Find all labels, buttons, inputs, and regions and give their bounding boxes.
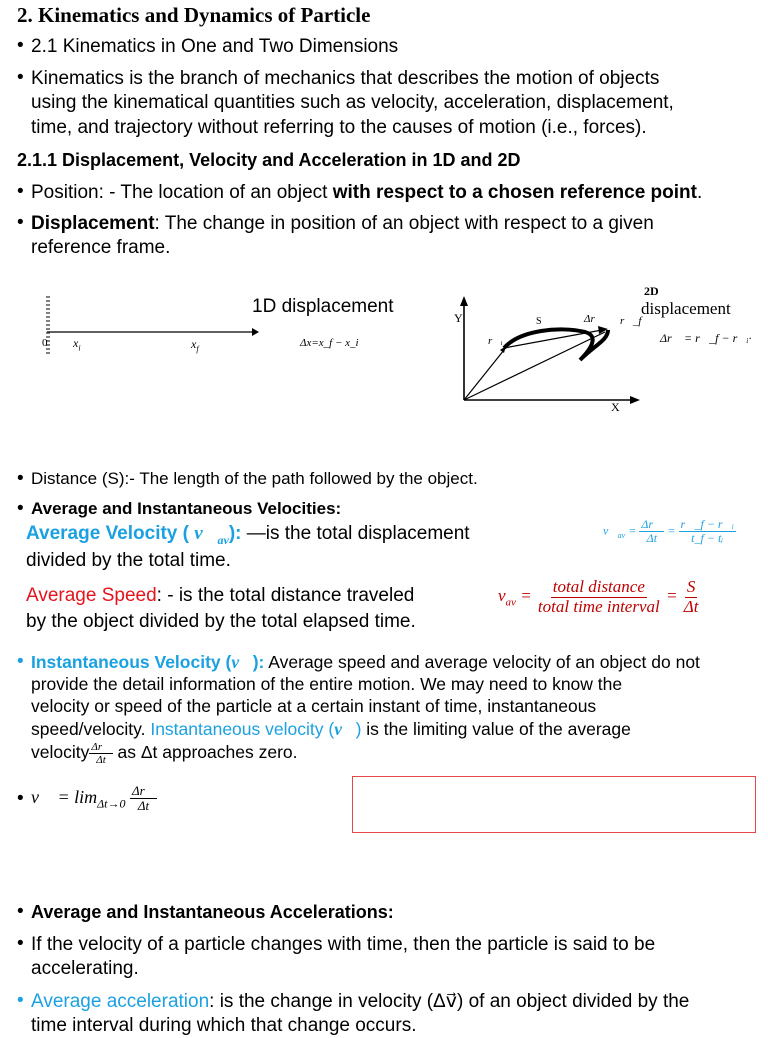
- fig1d-origin: 0: [42, 337, 48, 349]
- bullet: •: [17, 67, 24, 88]
- inst-velocity-line5-rest: as Δt approaches zero.: [112, 742, 298, 762]
- avg-velocity-frac1: [639, 518, 664, 545]
- avg-speed-term: Average Speed: [26, 585, 157, 606]
- fig2d-ri-label: r⃗ᵢ: [488, 335, 503, 347]
- avg-acceleration-rest: : is the change in velocity (Δv⃗) of an object divided by the: [209, 991, 690, 1012]
- section-title: 2.1.1 Displacement, Velocity and Acceleration in 1D and 2D: [17, 150, 521, 170]
- fig1d-xi: [73, 336, 81, 352]
- bullet: •: [17, 35, 24, 56]
- inst-velocity-term-text: Instantaneous Velocity (: [31, 652, 232, 672]
- fig2d-formula: Δr⃗ = r⃗_f − r⃗ᵢ·: [660, 331, 752, 345]
- frac-denominator: total time interval: [537, 596, 660, 616]
- bullet: •: [17, 990, 24, 1011]
- avg-velocity-rest: —is the total displacement: [241, 523, 470, 544]
- bullet: •: [17, 212, 24, 233]
- avg-speed-rest: : - is the total distance traveled: [156, 585, 415, 606]
- bullet: •: [17, 933, 24, 954]
- fig2d-rf-label: r⃗_f: [620, 315, 642, 327]
- frac-numerator: r⃗_f − r⃗ᵢ: [680, 517, 734, 531]
- avg-velocity-formula: $v⃗_{av}$ = $\frac{\Delta r⃗}{\Delta t}$ = $\frac{\text{r⃗\_f − r⃗ᵢ}}{\text{t\_f − tᵢ}}$: [603, 517, 734, 546]
- frac-denominator: t_f − tᵢ: [691, 531, 724, 546]
- fig1d-xi-symbol: x: [73, 336, 79, 350]
- inst-velocity-line3: velocity or speed of the particle at a certain instant of time, instantaneous: [31, 696, 597, 716]
- avg-speed-frac2: [682, 578, 701, 616]
- frac-denominator: Δt: [96, 753, 106, 766]
- avg-velocity-formula-lhs: v⃗: [603, 523, 618, 538]
- bullet: •: [17, 901, 24, 922]
- frac-numerator: Δr⃗: [91, 740, 111, 753]
- fig2d-s-label: S: [536, 316, 542, 327]
- avg-velocity-term-text: Average Velocity (: [26, 523, 195, 544]
- avg-speed-lhs: v: [498, 586, 506, 606]
- avg-velocity-term-end: ):: [228, 523, 242, 544]
- frac-numerator: S: [686, 577, 696, 596]
- fig1d-xf-symbol: x: [191, 337, 197, 351]
- inst-velocity-line5: [31, 739, 298, 766]
- fig1d-xi-sub: i: [78, 343, 81, 353]
- avg-speed-frac1: [536, 578, 662, 616]
- bullet: •: [17, 181, 24, 202]
- inst-velocity-line4-symbol: v⃗: [334, 719, 356, 739]
- inst-velocity-term: [31, 652, 264, 672]
- bullet: •: [17, 788, 24, 809]
- inst-velocity-line4-blue: Instantaneous velocity (: [150, 719, 335, 739]
- fig1d-xf-sub: f: [196, 344, 199, 354]
- avg-acceleration-term: Average acceleration: [31, 991, 210, 1012]
- limit-formula-lhs: v⃗ = lim: [31, 786, 98, 807]
- position-bold: with respect to a chosen reference point: [332, 182, 697, 203]
- avg-speed-definition: [26, 584, 414, 608]
- page-heading: 2. Kinematics and Dynamics of Particle: [17, 3, 371, 27]
- fig2d-y-label: Y: [454, 311, 463, 325]
- fig2d-x-label: X: [611, 400, 620, 414]
- inst-velocity-line4-rest: is the limiting value of the average: [361, 719, 631, 739]
- fig2d-displacement-label: displacement: [641, 299, 731, 318]
- avg-velocity-formula-lhs-sub: av: [617, 530, 626, 540]
- position-suffix: .: [696, 182, 703, 203]
- avg-inst-velocity-heading: Average and Instantaneous Velocities:: [31, 499, 342, 518]
- avg-speed-lhs-sub: av: [505, 596, 516, 609]
- inst-velocity-line4-prefix: speed/velocity.: [31, 719, 151, 739]
- frac-numerator: Δr⃗: [132, 783, 155, 798]
- frac-denominator: Δt: [646, 531, 658, 546]
- accelerating-line2: accelerating.: [31, 958, 139, 979]
- position-definition: [31, 181, 702, 205]
- inst-velocity-line2: provide the detail information of the entire motion. We may need to know the: [31, 674, 623, 694]
- displacement-line2: reference frame.: [31, 237, 171, 258]
- intro-line: time, and trajectory without referring to the causes of motion (i.e., forces).: [31, 117, 647, 138]
- inst-velocity-term-end: ):: [252, 652, 265, 672]
- empty-box: [352, 776, 756, 833]
- fig1d-formula: Δx=x_f − x_i: [300, 337, 359, 349]
- fig1d-title: 1D displacement: [252, 296, 394, 317]
- frac-numerator: total distance: [552, 577, 645, 596]
- avg-velocity-symbol: v⃗: [194, 523, 218, 544]
- avg-velocity-frac2: [679, 518, 736, 545]
- avg-velocity-symbol-sub: av: [217, 532, 229, 547]
- avg-velocity-line2: divided by the total time.: [26, 550, 231, 571]
- avg-acceleration-line1: [31, 990, 689, 1014]
- limit-formula-sub: Δt→0: [97, 796, 126, 811]
- bullet: •: [17, 468, 24, 489]
- distance-definition: Distance (S):- The length of the path followed by the object.: [31, 469, 478, 488]
- bullet: •: [17, 498, 24, 519]
- avg-velocity-definition: [26, 522, 470, 552]
- fig2d-2d-label: 2D: [644, 284, 659, 298]
- intro-line: Kinematics is the branch of mechanics that describes the motion of objects: [31, 68, 660, 89]
- avg-inst-acc-heading: Average and Instantaneous Accelerations:: [31, 902, 394, 922]
- frac-denominator: Δt: [137, 798, 150, 814]
- limit-formula: [31, 784, 157, 814]
- displacement-rest: : The change in position of an object with respect to a given: [154, 213, 654, 234]
- inst-velocity-rest: Average speed and average velocity of an object do not: [264, 652, 700, 672]
- inst-velocity-symbol: v⃗: [231, 652, 253, 672]
- limit-formula-frac: [130, 784, 157, 814]
- fig2d-delta-r-label: Δr⃗: [584, 313, 604, 325]
- position-prefix: Position: - The location of an object: [31, 182, 333, 203]
- inst-velocity-line4: [31, 718, 631, 740]
- displacement-definition: [31, 212, 654, 236]
- sub-heading: 2.1 Kinematics in One and Two Dimensions: [31, 36, 399, 57]
- avg-speed-formula: $v_{av}$ = $\frac{\text{total distance}}{\text{total time interval}}$ = $\frac{S}{\Delta t}$: [498, 577, 699, 616]
- avg-velocity-term: [26, 523, 242, 547]
- inst-velocity-line5-prefix: velocity: [31, 742, 90, 762]
- bullet: •: [17, 651, 24, 672]
- figure-1d-axis: [30, 288, 260, 368]
- avg-speed-line2: by the object divided by the total elapsed time.: [26, 611, 416, 632]
- inst-velocity-line4-term: [150, 719, 361, 739]
- frac-denominator: Δt: [683, 596, 699, 616]
- frac-numerator: Δr⃗: [641, 517, 663, 531]
- inst-velocity-line4-blue-end: ): [355, 719, 362, 739]
- displacement-term: Displacement: [31, 213, 155, 234]
- accelerating-line1: If the velocity of a particle changes with time, then the particle is said to be: [31, 934, 656, 955]
- avg-acceleration-line2: time interval during which that change occurs.: [31, 1015, 417, 1036]
- fig1d-xf: [191, 337, 199, 353]
- intro-line: using the kinematical quantities such as velocity, acceleration, displacement,: [31, 92, 674, 113]
- inst-velocity-line5-frac: [89, 741, 112, 766]
- inst-velocity-line1: [31, 651, 700, 673]
